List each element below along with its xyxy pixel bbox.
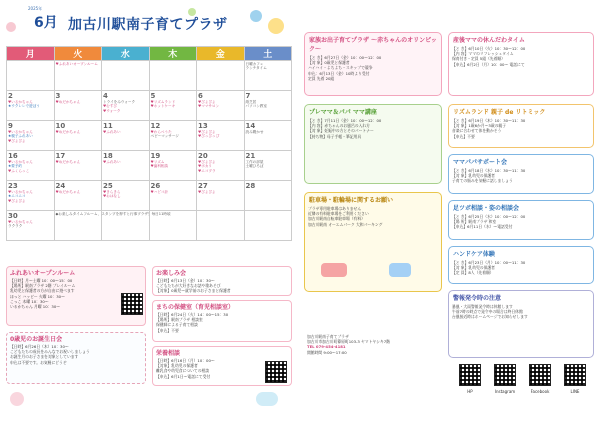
qr-block[interactable] [559,364,591,394]
calendar-event: ♥おはなし [103,194,121,199]
birthday-line: お誕生月のお子さまを対象としています [10,354,79,360]
decor-cloud-icon [256,392,278,406]
info-line: 暴風・大雨警報発令時は休館します [452,304,513,309]
day-number: 26 [150,182,161,190]
postpartum-box [448,32,594,96]
day-number: 18 [103,152,113,160]
nutrition-line: 離乳食や幼児食についての相談 [156,368,210,374]
nutrition-line: 【申込】6月1日～電話にて受付 [156,373,211,379]
info-line: 【と き】6月18日（水）10：30～11：30 [452,168,526,173]
qr-label: Facebook [530,389,550,394]
calendar-day [244,151,292,181]
day-number: 24 [55,182,66,190]
fun-line: 【対象】0歳児～就学前のお子さまと保護者 [156,288,231,294]
handcare-title: ハンドケア体験 [453,251,495,258]
qr-block[interactable] [524,364,556,394]
info-line: 【内 容】ママのリフレッシュタイム [452,51,514,57]
calendar-event: ♥ふくらっこ [8,168,30,173]
calendar-event: 読み聞かせ [245,130,264,134]
info-line: 台風接近時はホームページでお知らせします [452,314,528,320]
info-line: 【申込】6月11日（水）～電話受付 [452,224,513,230]
calendar-day [102,61,150,91]
info-line: 【申込】6月2日（月）10：00～ 電話にて [452,61,525,67]
day-number: 27 [198,182,208,190]
qr-code-icon[interactable] [459,364,481,386]
info-line: 【対 象】妊娠中の方とそのパートナー [308,128,374,134]
day-number: 17 [55,152,66,160]
calendar-day [54,211,171,241]
calendar-event: ♥ホットケーキ [150,104,176,109]
info-line: 【と き】6月19日（木）10：30～11：30 [452,118,526,123]
calendar-week [7,61,292,91]
calendar-day [7,91,55,121]
calendar-day [149,151,197,181]
info-line: ハイハイ・よちよち・スキップで競争 [308,65,373,71]
day-number: 9 [8,122,13,130]
calendar-event: ♥ぴよぴよ [198,130,216,134]
nutrition-section [152,346,292,386]
calendar-day [54,61,102,91]
calendar-week [7,91,292,121]
day-number: 14 [245,122,256,130]
baby-olympics-title: 家族お出子育てプラザ ～赤ちゃんのオリンピック～ [309,37,437,53]
health-line: 【日時】6月24日（火）14：00～15：30 [156,312,229,317]
day-number: 20 [198,152,208,160]
info-line: 【と き】6月23日（月）10：00～11：30 [452,260,526,265]
info-line: 【対 象】1歳6か月～3歳の親子 [452,123,507,129]
calendar-day [149,121,197,151]
day-number: 10 [55,122,66,130]
calendar-day [102,211,150,241]
calendar-event: ♥歯科相談 [150,164,169,169]
fun-section [152,266,292,296]
parking-box [304,192,442,292]
day-number: 13 [198,122,208,130]
health-title: まちの保健室（育児相談室） [156,304,235,311]
info-line: 申込：6月13日（金）10時より受付 [308,70,370,76]
info-line: 【持ち物】母子手帳・筆記用具 [308,133,362,139]
info-line: 【申込】不要 [452,133,475,139]
birthday-line: こどもたちの成長をみんなでお祝いしましょう [10,349,90,355]
calendar-day [7,211,55,241]
rhythm-title: リズムランド 親子 de リトミック [453,109,546,116]
fun-title: お楽しみ会 [156,270,187,277]
info-line: 【と き】6月10日（火）10：30～12：00 [452,46,526,51]
decor-balloon-icon [6,22,16,32]
calendar-day [149,211,197,241]
calendar-event: ♥ハピコ計 [150,190,169,194]
warning-title: 警報発令時の注意 [453,295,502,302]
info-line: 保育付き・定員 5組（先着順） [452,56,505,62]
calendar-day [102,91,150,121]
calendar-event: ★要予約 [8,164,23,169]
qr-code-icon[interactable] [564,364,586,386]
calendar-day [149,91,197,121]
calendar-day [197,181,245,211]
day-number: 3 [55,92,61,100]
decor-balloon-icon [10,392,24,406]
day-number: 25 [103,182,113,190]
health-section [152,300,292,342]
qr-label: LINE [570,389,580,394]
rhythm-box [448,104,594,148]
calendar-event: ♥いるかちゃん [8,160,33,164]
calendar-event: ♥ふれあい [103,160,121,164]
calendar-event: ♥リズムランド [150,100,176,104]
info-line: プラザ専用駐車場はありません [308,206,362,211]
qr-label: Instagram [494,389,516,394]
calendar-week [7,181,292,211]
decor-sun-icon [268,18,284,34]
info-line: 加古川駅南 オーエムパーク 大和パーキング [308,221,383,227]
day-number: 7 [245,92,251,100]
weekday-header: 木 [149,47,197,61]
info-line: 【と き】6月25日（水）10：00～12：00 [452,214,526,219]
health-line: 【申込】不要 [156,327,179,333]
calendar-event: ランチタイム [245,66,267,71]
calendar-event: 工作の部屋 [245,160,264,164]
postpartum-title: 産後ママの休んだわタイム [453,37,525,44]
open-room-line: 【場所】駅南プラザ 2階 プレイルーム [10,283,76,289]
info-line: 【対 象】0歳児と保護者 [308,60,350,66]
open-room-section [6,266,146,326]
calendar-event: ♥リズム [150,160,165,164]
open-room-line: 【日時】月～土曜 10：00～15：00 [10,278,73,283]
calendar-day [7,151,55,181]
bicycle-icon [389,263,411,277]
foot-title: 足ツボ相談・姿の相談会 [453,205,520,212]
calendar [6,46,292,241]
info-line: 加古川駅南自転車駐車場（有料） [308,216,365,222]
footer-org: 加古川駅南子育てプラザ [307,334,349,339]
weekday-header: 火 [54,47,102,61]
day-number: 21 [245,152,256,160]
info-line: 子育ての悩みを気軽に話しましょう [452,178,513,184]
calendar-event: 土曜ひろば [245,164,264,169]
day-number: 16 [8,152,18,160]
calendar-day [149,181,197,211]
calendar-event: ♥ふれあい [103,130,121,134]
info-line: 【対 象】乳幼児の保護者 [452,173,495,179]
support-box [448,154,594,194]
calendar-day [244,61,292,91]
info-line: 【定 員】8人（先着順） [452,270,494,276]
calendar-event: ♥ぴっぴっぴ [198,134,220,139]
calendar-day [102,151,150,181]
calendar-event: ♥ママサロン [198,104,220,109]
decor-cloud-icon [250,10,262,22]
calendar-day [102,121,150,151]
fun-line: こどもたちが大好きなお話や歌あそび [156,283,221,289]
info-line: 【対 象】乳幼児の保護者 [452,265,495,271]
qr-block[interactable] [454,364,486,394]
calendar-day [7,61,55,91]
calendar-day [54,151,102,181]
qr-code-icon[interactable] [529,364,551,386]
weekday-header: 水 [102,47,150,61]
calendar-event: ♥めだかちゃん [55,100,81,104]
calendar-event: ♥めだかちゃん [55,160,81,164]
calendar-event: トライをみウォーク [103,100,136,104]
birthday-title: 0歳児のお誕生日会 [10,336,63,343]
calendar-event: ラクラク [8,224,23,229]
calendar-day [197,151,245,181]
right-page [304,4,594,420]
weekday-header: 月 [7,47,55,61]
calendar-event: ♥ぴよぴよ [8,198,26,203]
open-room-line: 乳幼児と保護者の方が自由に遊べます [10,288,75,294]
calendar-day [244,121,292,151]
year: 2025年 [28,6,43,11]
calendar-event: ★親子ふれあい [8,134,33,139]
qr-label: HP [467,389,473,394]
footer-hours: 開館時間 9:00～17:00 [307,349,347,355]
footer [304,334,442,374]
header [6,4,292,44]
open-room-line: こっこ 木曜 10：30～ [10,298,49,304]
calendar-event: 紙芝居 [245,100,257,104]
calendar-event: ♥ぴよぴよ [198,190,216,194]
info-line: 音楽に合わせて体を動かそう [452,128,502,134]
calendar-event: ♥めだかちゃん [55,190,81,194]
weekday-header: 土 [244,47,292,61]
calendar-day [197,211,245,241]
calendar-week [7,151,292,181]
calendar-event: ベビーマッサージ [150,134,179,139]
calendar-table [6,46,292,241]
calendar-day [102,181,150,211]
day-number: 30 [8,212,18,220]
baby-olympics-box [304,32,442,96]
parking-title: 駐車場・駐輪場に関するお願い [309,197,394,204]
qr-row [454,364,594,414]
calendar-event: パソコン教室 [245,104,267,109]
info-line: 【場 所】駅南プラザ 和室 [452,219,497,225]
health-line: 【場所】駅南プラザ 相談室 [156,317,203,323]
calendar-day [244,91,292,121]
calendar-day [197,91,245,121]
qr-block[interactable] [489,364,521,394]
open-room-title: ふれあいオープンルーム [10,270,76,277]
decor-leaf-icon [188,8,196,16]
month: 6月 [34,15,58,31]
calendar-event: ♥いるかちゃん [8,220,33,224]
birthday-line: 【日時】6月26日（木）10：30～ [10,344,69,349]
day-number: 4 [103,92,108,100]
calendar-event: ♥いるかちゃん [8,190,33,194]
calendar-event: ◆お楽しみタイムフルーム、スタンプを押すと行事プラザ！毎日11時頃 [55,212,171,216]
day-number: 12 [150,122,161,130]
footer-tel: TEL 079-454-4181 [307,344,346,350]
calendar-event: ★ウクレレで遊ぼう [8,104,40,109]
calendar-event: ♥ウォーク [103,108,121,113]
calendar-day [244,181,292,211]
health-line: 保健師による子育て相談 [156,322,198,328]
day-number: 6 [198,92,203,100]
calendar-event: ♥めだかちゃん [55,130,81,134]
calendar-day [7,181,55,211]
handcare-box [448,246,594,284]
info-line: 【と き】7月11日（金）10：00～12：00 [308,118,382,123]
qr-code-icon [121,293,143,315]
warning-box [448,290,594,358]
nutrition-line: 【対象】乳幼児の保護者 [156,363,198,369]
birthday-line: 申込は不要です。お気軽にどうぞ [10,359,67,365]
calendar-event: 日曜カフェ [245,62,264,66]
calendar-event: ♥いるかちゃん [8,100,33,104]
calendar-day [244,211,292,241]
day-number: 23 [8,182,18,190]
calendar-event: ★ニコニコ [8,194,26,199]
left-page [6,4,292,420]
calendar-day [54,121,102,151]
calendar-week [7,121,292,151]
day-number: 19 [150,152,161,160]
qr-code-icon[interactable] [494,364,516,386]
qr-code-icon [265,361,287,383]
calendar-day [7,121,55,151]
calendar-event: ♥いるかちゃん [8,130,33,134]
birthday-section [6,332,146,384]
info-line: 【と き】6月27日（金）10：00～12：00 [308,55,382,60]
day-number: 5 [150,92,156,100]
day-number: 28 [245,182,256,190]
prenatal-box [304,104,442,184]
calendar-event: ♥むすび [103,104,118,109]
info-line: 定員 先着 20組 [308,75,335,81]
footer-address: 加古川市加古川町篠原町103-3 ヤマトヤシキ7階 [307,339,390,345]
calendar-event: ♥ぴよぴよ [198,160,216,164]
car-icon [321,263,347,277]
page-title: 加古川駅南子育てプラザ [68,17,228,33]
calendar-event: ♥ポカリ [198,164,213,169]
foot-box [448,200,594,240]
info-line: 午前7時の時点で発令中の場合は終日休館 [452,309,523,315]
calendar-event: ♥ふれあいオープンルーム [55,62,98,66]
open-room-line: いるかちゃん 月曜 10：30～ [10,304,61,310]
nutrition-line: 【日時】6月16日（月）10：00～ [156,358,215,363]
calendar-day [54,91,102,121]
nutrition-title: 栄養相談 [156,350,181,357]
calendar-day [197,61,245,91]
prenatal-title: プレママ＆パパ ママ講座 [309,109,377,116]
calendar-event: ♥ニコプラ [198,168,216,173]
info-line: 【内 容】赤ちゃんのお風呂の入れ方 [308,123,370,129]
calendar-day [149,61,197,91]
day-number: 11 [103,122,113,130]
info-line: 近隣の有料駐車場をご利用ください [308,211,369,217]
calendar-day [54,181,102,211]
open-room-line: ほっと ハッピー 火曜 10：30～ [10,293,65,299]
calendar-day [197,121,245,151]
weekday-header: 金 [197,47,245,61]
calendar-event: ♥きらきら [103,190,121,194]
day-number: 2 [8,92,13,100]
calendar-event: ♥ぴよぴよ [8,138,26,143]
fun-line: 【日時】6月13日（金）10：30～ [156,278,215,283]
calendar-event: ♥ぴよぴよ [198,100,216,104]
support-title: ママパパサポート会 [453,159,507,166]
calendar-event: ♥わらべうた [150,130,172,134]
calendar-week [7,211,292,241]
